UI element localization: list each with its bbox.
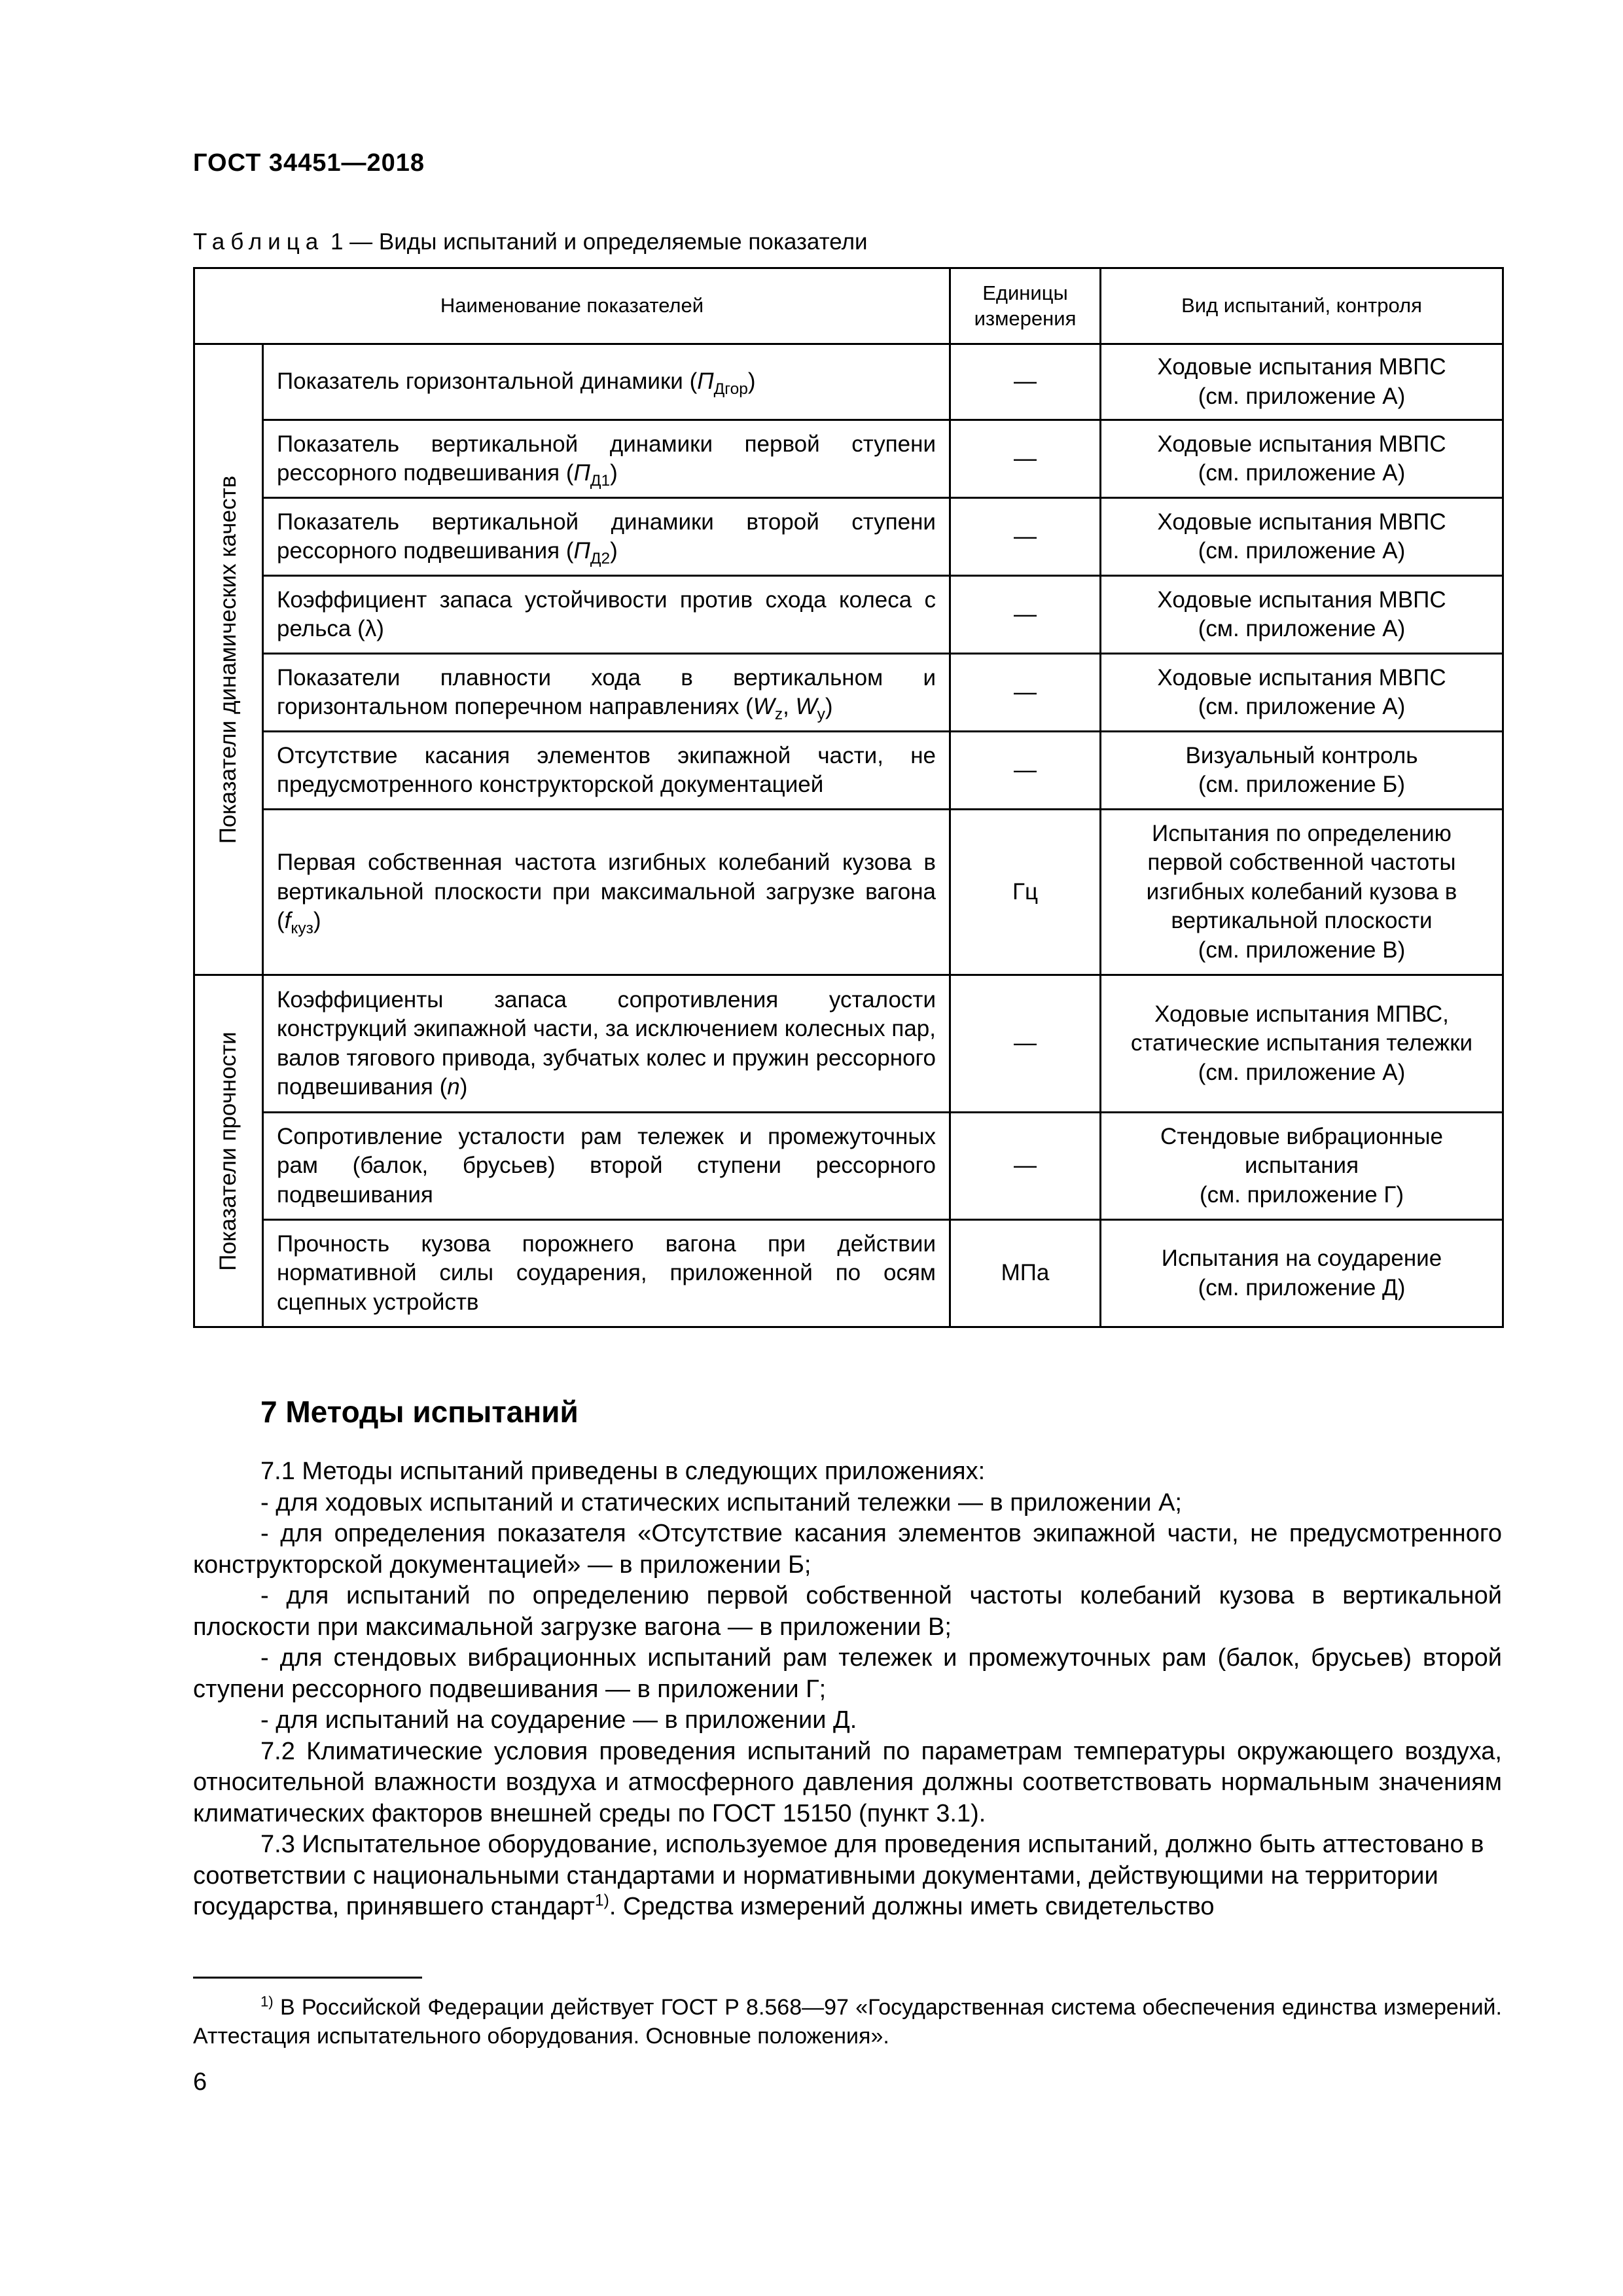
indicator-cell: Первая собственная частота изгибных колебаний кузова в вертикальной плоскости при максимальной загрузке вагона $(f_{куз})$ [263,810,950,975]
table-row [194,420,1503,498]
unit-cell: МПа [950,1220,1101,1327]
paragraph: 7.2 Климатические условия проведения испытаний по параметрам температуры окружающего воздуха, относительной влажности воздуха и атмосферного давления должны соответствовать нормальным значениям климатических факторов внешней среды по ГОСТ 15150 (пункт 3.1). [193,1737,1502,1827]
header-name: Наименование показателей [194,268,950,344]
header-unit: Единицы измерения [950,268,1101,344]
group-label-strength: Показатели прочности [215,1031,241,1271]
unit-cell: — [950,975,1101,1113]
table-header-row [194,268,1503,344]
indicator-cell: Показатель горизонтальной динамики $(П_{Дгор})$ [263,344,950,420]
test-cell: Визуальный контроль (см. приложение Б) [1101,732,1503,810]
section-title: 7 Методы испытаний [260,1395,579,1429]
group-label-dynamics: Показатели динамических качеств [215,475,241,844]
footnote-text: В Российской Федерации действует ГОСТ Р 8.568—97 «Государственная система обеспечения единства измерений. Аттестация испытательного оборудования. Основные положения». [193,1995,1502,2049]
list-item: - для стендовых вибрационных испытаний рам тележек и промежуточных рам (балок, брусьев) второй ступени рессорного подвешивания — в приложении Г; [193,1644,1502,1703]
footnote-ref: 1) [594,1892,609,1910]
indicators-table [193,267,1504,1328]
table-caption [193,229,868,255]
footnote [193,1993,1502,2051]
indicator-cell: Показатели плавности хода в вертикальном и горизонтальном поперечном направлениях ($W_z$, $W_y$) [263,654,950,732]
group-cell-dynamics [194,344,263,975]
table-caption-label: Таблица [193,229,325,255]
table-caption-text: 1 — Виды испытаний и определяемые показатели [324,229,868,255]
footnote-mark: 1) [260,1993,274,2010]
test-cell: Испытания по определению первой собственной частоты изгибных колебаний кузова в вертикальной плоскости (см. приложение В) [1101,810,1503,975]
table-row [194,732,1503,810]
table-row [194,1113,1503,1220]
list-item: - для испытаний на соударение — в приложении Д. [260,1706,857,1734]
unit-cell: — [950,576,1101,654]
table-row [194,975,1503,1113]
document-id: ГОСТ 34451—2018 [193,149,425,177]
indicator-cell: Показатель вертикальной динамики второй ступени рессорного подвешивания $(П_{Д2})$ [263,498,950,576]
unit-cell: — [950,732,1101,810]
unit-cell: — [950,420,1101,498]
section-body [193,1456,1502,1923]
table-row [194,654,1503,732]
test-cell: Ходовые испытания МВПС (см. приложение А) [1101,344,1503,420]
test-cell: Ходовые испытания МВПС (см. приложение А) [1101,654,1503,732]
table-row [194,810,1503,975]
test-cell: Ходовые испытания МВПС (см. приложение А) [1101,420,1503,498]
indicator-cell: Коэффициенты запаса сопротивления усталости конструкций экипажной части, за исключением колесных пар, валов тягового привода, зубчатых колес и пружин рессорного подвешивания (n) [263,975,950,1113]
table-row [194,498,1503,576]
table-row [194,1220,1503,1327]
test-cell: Испытания на соударение (см. приложение Д) [1101,1220,1503,1327]
group-cell-strength [194,975,263,1327]
table-row [194,344,1503,420]
page-number: 6 [193,2068,207,2096]
unit-cell: — [950,344,1101,420]
indicator-cell: Коэффициент запаса устойчивости против схода колеса с рельса (λ) [263,576,950,654]
test-cell: Ходовые испытания МПВС, статические испытания тележки (см. приложение А) [1101,975,1503,1113]
header-test: Вид испытаний, контроля [1101,268,1503,344]
test-cell: Стендовые вибрационные испытания (см. приложение Г) [1101,1113,1503,1220]
indicator-cell: Показатель вертикальной динамики первой ступени рессорного подвешивания $(П_{Д1})$ [263,420,950,498]
unit-cell: — [950,498,1101,576]
test-cell: Ходовые испытания МВПС (см. приложение А) [1101,498,1503,576]
paragraph: 7.1 Методы испытаний приведены в следующих приложениях: [260,1458,986,1485]
unit-cell: Гц [950,810,1101,975]
list-item: - для ходовых испытаний и статических испытаний тележки — в приложении А; [260,1488,1182,1516]
table-row [194,576,1503,654]
test-cell: Ходовые испытания МВПС (см. приложение А) [1101,576,1503,654]
unit-cell: — [950,654,1101,732]
list-item: - для определения показателя «Отсутствие касания элементов экипажной части, не предусмотренного конструкторской документацией» — в приложении Б; [193,1520,1502,1579]
unit-cell: — [950,1113,1101,1220]
footnote-divider [193,1977,422,1979]
indicator-cell: Прочность кузова порожнего вагона при действии нормативной силы соударения, приложенной по осям сцепных устройств [263,1220,950,1327]
list-item: - для испытаний по определению первой собственной частоты колебаний кузова в вертикальной плоскости при максимальной загрузке вагона — в приложении В; [193,1582,1502,1641]
indicator-cell: Отсутствие касания элементов экипажной части, не предусмотренного конструкторской документацией [263,732,950,810]
paragraph-7-3: 7.3 Испытательное оборудование, используемое для проведения испытаний, должно быть аттестовано в соответствии с национальными стандартами и нормативными документами, действующими на территории государства, принявшего стандарт$^{1)}$. Средства измерений должны иметь свидетельство [193,1831,1484,1920]
indicator-cell: Сопротивление усталости рам тележек и промежуточных рам (балок, брусьев) второй ступени рессорного подвешивания [263,1113,950,1220]
